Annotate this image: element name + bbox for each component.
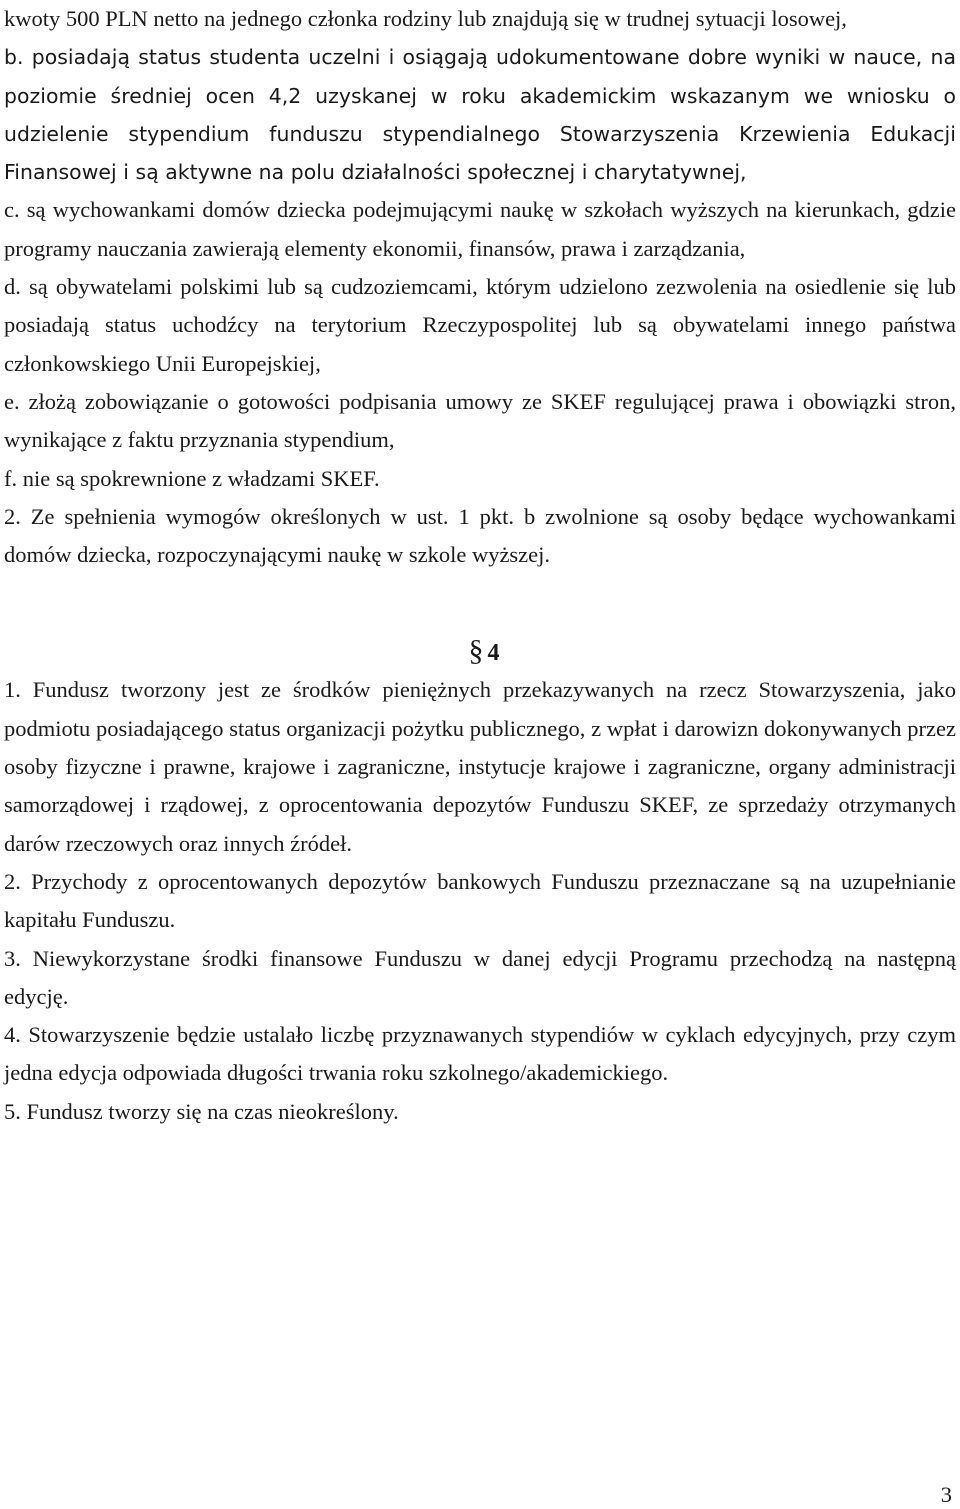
paragraph-1c: c. są wychowankami domów dziecka podejmującymi naukę w szkołach wyższych na kierunkach, gdzie programy nauczania zawierają elementy ekonomii, finansów, prawa i zarządzania, [4, 197, 956, 261]
section-4-point-5: 5. Fundusz tworzy się na czas nieokreślony. [4, 1098, 399, 1124]
section-4-point-3: 3. Niewykorzystane środki finansowe Funduszu w danej edycji Programu przechodzą na następną edycję. [4, 945, 956, 1009]
page-number: 3 [940, 1482, 952, 1507]
paragraph-1f: f. nie są spokrewnione z władzami SKEF. [4, 465, 380, 491]
paragraph-2: 2. Ze spełnienia wymogów określonych w ust. 1 pkt. b zwolnione są osoby będące wychowankami domów dziecka, rozpoczynającymi naukę w szkole wyższej. [4, 503, 956, 568]
section-heading-4 [4, 629, 956, 675]
section-4-body [4, 671, 956, 1131]
paragraph-1b: b. posiadają status studenta uczelni i osiągają udokumentowane dobre wyniki w nauce, na poziomie średniej ocen 4,2 uzyskanej w roku akademickim wskazanym we wniosku o udzielenie stypendium funduszu stypendialnego Stowarzyszenia Krzewienia Edukacji Finansowej i są aktywne na polu działalności społecznej i charytatywnej, [4, 45, 956, 185]
paragraph-1e: e. złożą zobowiązanie o gotowości podpisania umowy ze SKEF regulującej prawa i obowiązki stron, wynikające z faktu przyznania stypendium, [4, 388, 956, 453]
document-page [4, 0, 956, 1131]
section-4-point-4: 4. Stowarzyszenie będzie ustalało liczbę przyznawanych stypendiów w cyklach edycyjnych, przy czym jedna edycja odpowiada długości trwania roku szkolnego/akademickiego. [4, 1022, 956, 1086]
section-number: 4 [487, 640, 500, 667]
section-4-point-2: 2. Przychody z oprocentowanych depozytów bankowych Funduszu przeznaczane są na uzupełnianie kapitału Funduszu. [4, 868, 956, 933]
paragraph-1d: d. są obywatelami polskimi lub są cudzoziemcami, którym udzielono zezwolenia na osiedlenie się lub posiadają status uchodźcy na terytorium Rzeczypospolitej lub są obywatelami innego państwa członkowskiego Unii Europejskiej, [4, 274, 956, 376]
paragraph-1a-continued: kwoty 500 PLN netto na jednego członka rodziny lub znajdują się w trudnej sytuacji losowej, [4, 6, 847, 31]
section-4-point-1: 1. Fundusz tworzony jest ze środków pieniężnych przekazywanych na rzecz Stowarzyszenia, jako podmiotu posiadającego status organizacji pożytku publicznego, z wpłat i darowizn dokonywanych przez osoby fizyczne i prawne, krajowe i zagraniczne, instytucje krajowe i zagraniczne, organy administracji samorządowej i rządowej, z oprocentowania depozytów Funduszu SKEF, ze sprzedaży otrzymanych darów rzeczowych oraz innych źródeł. [4, 677, 956, 856]
section-symbol: § [468, 634, 484, 668]
